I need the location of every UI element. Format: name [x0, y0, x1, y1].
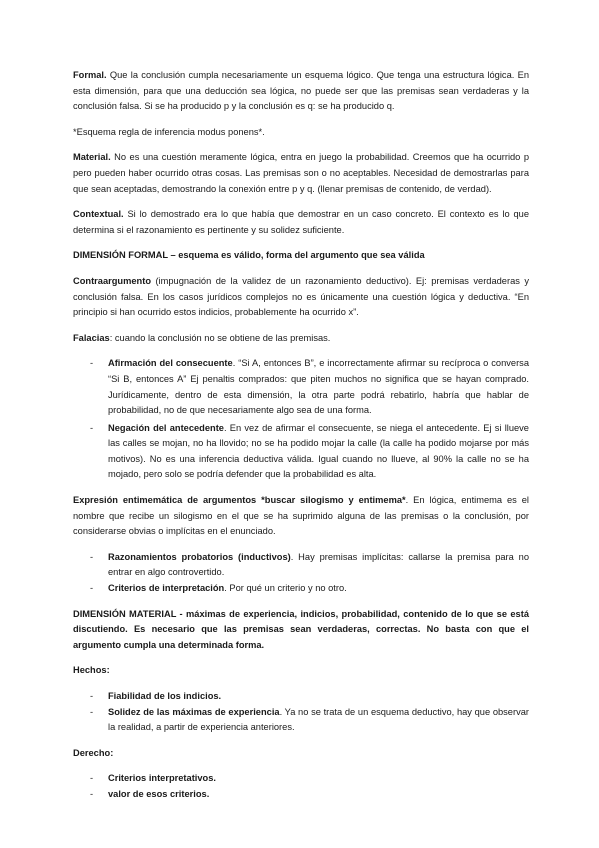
list-item: [73, 771, 529, 787]
paragraph-material: [73, 150, 529, 197]
contextual-label: Contextual.: [73, 209, 124, 220]
list-dash: -: [90, 358, 94, 369]
list-item-label: Afirmación del consecuente: [108, 358, 233, 369]
dimension-formal-title: DIMENSIÓN FORMAL: [73, 250, 168, 261]
dimension-material-text: Es necesario que las premisas sean verdaderas, correctas. No basta con que el argumento cumpla una determinada forma.: [73, 624, 529, 650]
material-text: No es una cuestión meramente lógica, entra en juego la probabilidad. Creemos que ha ocurrido p pero pueden haber ocurrido otras cosas. Las premisas son o no aceptables. Necesidad de demostrarlas para que sean aceptadas, demostrando la conexión entre p y q. (llenar premisas de contenido, de verdad).: [73, 152, 529, 194]
list-item-text: . Hay premisas implícitas: callarse la premisa para no entrar en algo controvertido.: [108, 551, 530, 578]
contraargumento-text: (impugnación de la validez de un razonamiento deductivo). Ej: premisas verdaderas y conclusión falsa. En los casos jurídicos complejos no es únicamente una cuestión lógica y deductiva. “En principio si han ocurrido estos indicios, probablemente ha ocurrido x”.: [73, 275, 529, 318]
list-item-text: . En vez de afirmar el consecuente, se niega el antecedente. Ej si llueve las calles se mojan, no ha llovido; no se ha podido mojar la calle (la calle ha podido mojarse por más motivos). No es una inferencia deductiva válida. Igual cuando no llueve, al 90% la calle no se ha mojado, pero solo se podría defender que la probabilidad es alta.: [108, 422, 529, 480]
list-dash: -: [90, 773, 94, 784]
material-label: Material.: [73, 152, 111, 163]
falacias-list: [73, 356, 529, 483]
list-item-label: Fiabilidad de los indicios.: [108, 691, 222, 701]
paragraph-contextual: [73, 207, 529, 238]
hechos-title: Hechos:: [73, 665, 110, 676]
list-item: [73, 421, 529, 483]
list-dash: -: [90, 788, 94, 799]
list-item-text: . Por qué un criterio y no otro.: [224, 583, 347, 594]
paragraph-dimension-material: [73, 607, 529, 654]
list-item-label: Criterios de interpretación: [108, 583, 225, 594]
list-item: [73, 356, 529, 418]
list-item: [73, 689, 529, 705]
heading-hechos: [73, 663, 529, 679]
list-item: [73, 787, 529, 803]
contraargumento-label: Contraargumento: [73, 275, 151, 286]
list-item: [73, 550, 529, 581]
list-item-label: Criterios interpretativos.: [108, 773, 216, 784]
derecho-title: Derecho:: [73, 747, 114, 758]
heading-dimension-formal: [73, 248, 529, 264]
paragraph-entimematica: [73, 493, 529, 540]
entimematica-label: Expresión entimemática de argumentos *buscar silogismo y entimema*: [73, 495, 406, 506]
list-item-label: valor de esos criterios.: [108, 788, 210, 799]
paragraph-falacias: [73, 331, 529, 347]
list-dash: -: [90, 583, 94, 594]
list-item: [73, 581, 529, 597]
list-dash: -: [90, 706, 94, 717]
falacias-text: : cuando la conclusión no se obtiene de las premisas.: [109, 332, 331, 343]
paragraph-modus-ponens-note: *Esquema regla de inferencia modus ponens*.: [73, 126, 265, 137]
paragraph-contraargumento: [73, 274, 529, 321]
list-item-label: Razonamientos probatorios (inductivos): [108, 551, 291, 562]
derecho-list: [73, 771, 529, 802]
formal-label: Formal.: [73, 70, 107, 80]
list-item-text: . “Si A, entonces B”, e incorrectamente afirmar su recíproca o conversa “Si B, entonces A” Ej penaltis comprados: que piten muchos no significa que se hayan comprado. Jurídicamente, dentro de esta dimensión, la otra parte podrá rebatirlo, habría que hablar de probabilidad, no de que necesariamente algo sea de una forma.: [108, 358, 529, 416]
contextual-text: Si lo demostrado era lo que había que demostrar en un caso concreto. El contexto es lo que determina si el razonamiento es pertinente y su solidez suficiente.: [73, 209, 529, 235]
paragraph-formal: [73, 68, 529, 115]
list-dash: -: [90, 551, 94, 562]
entimematica-list: [73, 550, 529, 597]
list-item-text: . Ya no se trata de un esquema deductivo, hay que observar la realidad, a partir de experiencia anteriores.: [108, 706, 529, 733]
heading-derecho: [73, 746, 529, 762]
formal-text: Que la conclusión cumpla necesariamente un esquema lógico. Que tenga una estructura lógica. En esta dimensión, para que una deducción sea lógica, no puede ser que las premisas sean verdaderas y la conclusión falsa. Si se ha producido p y la conclusión es q: se ha producido q.: [73, 70, 529, 112]
list-item-label: Solidez de las máximas de experiencia: [108, 706, 280, 717]
falacias-label: Falacias: [73, 332, 110, 343]
dimension-formal-subtitle: – esquema es válido, forma del argumento que sea válida: [167, 250, 425, 261]
list-dash: -: [90, 422, 94, 433]
list-dash: -: [90, 691, 94, 701]
dimension-material-title: DIMENSIÓN MATERIAL - máximas de experiencia, indicios, probabilidad, contenido de lo que se está discutiendo.: [73, 608, 529, 635]
hechos-list: [73, 689, 529, 736]
list-item-label: Negación del antecedente: [108, 422, 224, 433]
list-item: [73, 705, 529, 736]
entimematica-text: . En lógica, entimema es el nombre que recibe un silogismo en el que se ha suprimido alguna de las premisas o la conclusión, por considerarse obvias o implícitas en el enunciado.: [73, 495, 529, 537]
